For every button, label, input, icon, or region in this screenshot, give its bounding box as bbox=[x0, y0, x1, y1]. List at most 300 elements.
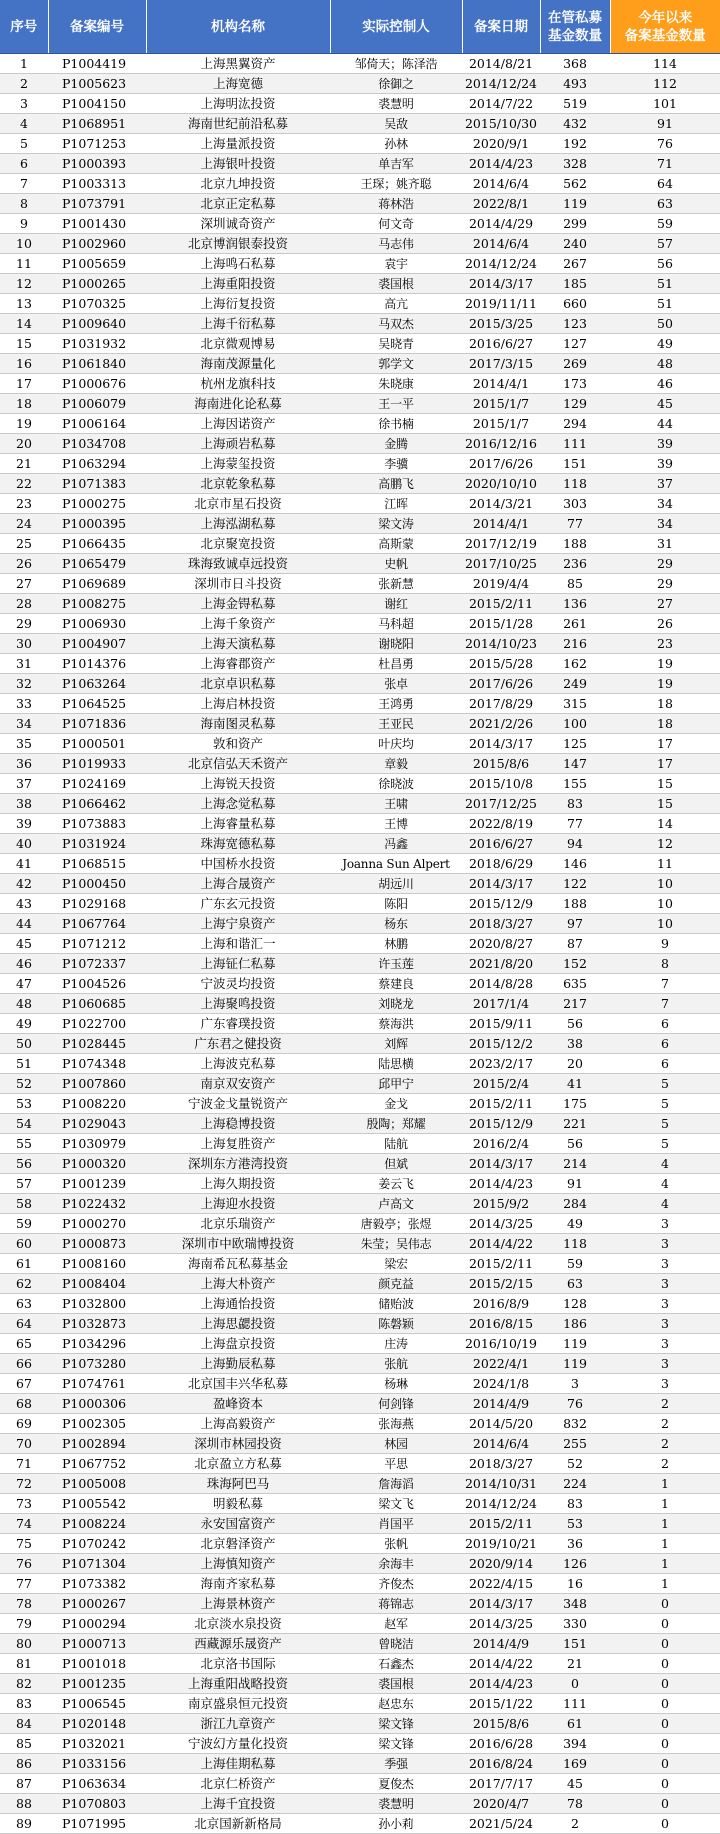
cell-name: 杭州龙旗科技 bbox=[146, 374, 330, 394]
cell-date: 2016/6/28 bbox=[462, 1734, 540, 1754]
cell-date: 2014/4/22 bbox=[462, 1654, 540, 1674]
cell-seq: 76 bbox=[0, 1554, 48, 1574]
cell-controller: Joanna Sun Alpert bbox=[330, 854, 462, 874]
cell-name: 广东玄元投资 bbox=[146, 894, 330, 914]
cell-ytd: 2 bbox=[610, 1454, 720, 1474]
cell-ytd: 27 bbox=[610, 594, 720, 614]
cell-name: 上海久期投资 bbox=[146, 1174, 330, 1194]
cell-ytd: 44 bbox=[610, 414, 720, 434]
cell-code: P1065479 bbox=[48, 554, 146, 574]
cell-seq: 88 bbox=[0, 1794, 48, 1814]
cell-name: 上海启林投资 bbox=[146, 694, 330, 714]
cell-name: 上海复胜资产 bbox=[146, 1134, 330, 1154]
cell-code: P1034708 bbox=[48, 434, 146, 454]
cell-name: 北京洛书国际 bbox=[146, 1654, 330, 1674]
cell-ytd: 23 bbox=[610, 634, 720, 654]
cell-date: 2019/11/11 bbox=[462, 294, 540, 314]
cell-date: 2020/9/1 bbox=[462, 134, 540, 154]
cell-controller: 刘晓龙 bbox=[330, 994, 462, 1014]
cell-controller: 章毅 bbox=[330, 754, 462, 774]
cell-date: 2015/12/9 bbox=[462, 1114, 540, 1134]
table-row bbox=[0, 314, 720, 334]
cell-code: P1002894 bbox=[48, 1434, 146, 1454]
cell-ytd: 1 bbox=[610, 1494, 720, 1514]
cell-ytd: 63 bbox=[610, 194, 720, 214]
cell-date: 2015/1/28 bbox=[462, 614, 540, 634]
cell-seq: 79 bbox=[0, 1614, 48, 1634]
cell-code: P1005008 bbox=[48, 1474, 146, 1494]
cell-name: 北京磐泽资产 bbox=[146, 1534, 330, 1554]
table-row bbox=[0, 1334, 720, 1354]
cell-date: 2014/7/22 bbox=[462, 94, 540, 114]
cell-date: 2015/10/8 bbox=[462, 774, 540, 794]
cell-date: 2018/3/27 bbox=[462, 914, 540, 934]
cell-funds: 119 bbox=[540, 1354, 610, 1374]
cell-controller: 但斌 bbox=[330, 1154, 462, 1174]
table-row bbox=[0, 554, 720, 574]
cell-date: 2015/2/11 bbox=[462, 594, 540, 614]
cell-controller: 蔡海洪 bbox=[330, 1014, 462, 1034]
cell-code: P1063264 bbox=[48, 674, 146, 694]
cell-funds: 216 bbox=[540, 634, 610, 654]
cell-name: 南京双安资产 bbox=[146, 1074, 330, 1094]
cell-funds: 192 bbox=[540, 134, 610, 154]
cell-controller: 吴晓青 bbox=[330, 334, 462, 354]
cell-controller: 储贻波 bbox=[330, 1294, 462, 1314]
cell-name: 宁波金戈量锐资产 bbox=[146, 1094, 330, 1114]
cell-date: 2021/5/24 bbox=[462, 1814, 540, 1834]
cell-seq: 84 bbox=[0, 1714, 48, 1734]
table-row bbox=[0, 854, 720, 874]
table-row bbox=[0, 154, 720, 174]
cell-date: 2018/6/29 bbox=[462, 854, 540, 874]
cell-funds: 3 bbox=[540, 1374, 610, 1394]
table-row bbox=[0, 434, 720, 454]
cell-code: P1000267 bbox=[48, 1594, 146, 1614]
cell-funds: 832 bbox=[540, 1414, 610, 1434]
cell-date: 2014/5/20 bbox=[462, 1414, 540, 1434]
cell-name: 深圳市日斗投资 bbox=[146, 574, 330, 594]
cell-seq: 22 bbox=[0, 474, 48, 494]
cell-ytd: 18 bbox=[610, 714, 720, 734]
cell-seq: 4 bbox=[0, 114, 48, 134]
cell-ytd: 76 bbox=[610, 134, 720, 154]
cell-seq: 54 bbox=[0, 1114, 48, 1134]
cell-seq: 16 bbox=[0, 354, 48, 374]
cell-date: 2014/3/17 bbox=[462, 1594, 540, 1614]
cell-funds: 85 bbox=[540, 574, 610, 594]
cell-ytd: 15 bbox=[610, 794, 720, 814]
cell-ytd: 12 bbox=[610, 834, 720, 854]
cell-ytd: 29 bbox=[610, 554, 720, 574]
cell-funds: 63 bbox=[540, 1274, 610, 1294]
cell-funds: 16 bbox=[540, 1574, 610, 1594]
cell-ytd: 2 bbox=[610, 1394, 720, 1414]
cell-controller: 庄涛 bbox=[330, 1334, 462, 1354]
cell-controller: 詹海滔 bbox=[330, 1474, 462, 1494]
cell-seq: 44 bbox=[0, 914, 48, 934]
cell-funds: 97 bbox=[540, 914, 610, 934]
cell-controller: 余海丰 bbox=[330, 1554, 462, 1574]
cell-funds: 224 bbox=[540, 1474, 610, 1494]
cell-ytd: 6 bbox=[610, 1054, 720, 1074]
cell-name: 深圳市林园投资 bbox=[146, 1434, 330, 1454]
table-row bbox=[0, 1634, 720, 1654]
cell-name: 上海佳期私募 bbox=[146, 1754, 330, 1774]
cell-controller: 徐御之 bbox=[330, 74, 462, 94]
cell-name: 盈峰资本 bbox=[146, 1394, 330, 1414]
cell-seq: 58 bbox=[0, 1194, 48, 1214]
table-row bbox=[0, 974, 720, 994]
cell-seq: 51 bbox=[0, 1054, 48, 1074]
cell-date: 2014/4/9 bbox=[462, 1634, 540, 1654]
cell-controller: 石鑫杰 bbox=[330, 1654, 462, 1674]
cell-funds: 36 bbox=[540, 1534, 610, 1554]
cell-name: 上海慎知资产 bbox=[146, 1554, 330, 1574]
cell-date: 2015/2/11 bbox=[462, 1514, 540, 1534]
cell-funds: 214 bbox=[540, 1154, 610, 1174]
cell-controller: 王琛；姚齐聪 bbox=[330, 174, 462, 194]
cell-funds: 299 bbox=[540, 214, 610, 234]
cell-controller: 徐书楠 bbox=[330, 414, 462, 434]
cell-funds: 152 bbox=[540, 954, 610, 974]
cell-funds: 91 bbox=[540, 1174, 610, 1194]
cell-name: 珠海致诚卓远投资 bbox=[146, 554, 330, 574]
cell-code: P1001018 bbox=[48, 1654, 146, 1674]
cell-controller: 殷陶；郑耀 bbox=[330, 1114, 462, 1134]
cell-ytd: 26 bbox=[610, 614, 720, 634]
cell-controller: 孙林 bbox=[330, 134, 462, 154]
cell-controller: 杨东 bbox=[330, 914, 462, 934]
cell-date: 2014/6/4 bbox=[462, 174, 540, 194]
cell-date: 2015/1/7 bbox=[462, 394, 540, 414]
table-row bbox=[0, 994, 720, 1014]
cell-funds: 56 bbox=[540, 1134, 610, 1154]
cell-name: 海南齐家私募 bbox=[146, 1574, 330, 1594]
cell-date: 2014/10/23 bbox=[462, 634, 540, 654]
cell-name: 上海宽德 bbox=[146, 74, 330, 94]
cell-code: P1072337 bbox=[48, 954, 146, 974]
cell-controller: 季强 bbox=[330, 1754, 462, 1774]
cell-code: P1073791 bbox=[48, 194, 146, 214]
cell-seq: 7 bbox=[0, 174, 48, 194]
cell-date: 2019/10/21 bbox=[462, 1534, 540, 1554]
cell-funds: 77 bbox=[540, 814, 610, 834]
cell-funds: 315 bbox=[540, 694, 610, 714]
cell-code: P1030979 bbox=[48, 1134, 146, 1154]
cell-code: P1006545 bbox=[48, 1694, 146, 1714]
table-row bbox=[0, 614, 720, 634]
cell-seq: 72 bbox=[0, 1474, 48, 1494]
cell-code: P1000676 bbox=[48, 374, 146, 394]
cell-controller: 唐毅亭；张煜 bbox=[330, 1214, 462, 1234]
cell-name: 上海勤辰私募 bbox=[146, 1354, 330, 1374]
cell-name: 上海金锝私募 bbox=[146, 594, 330, 614]
table-row bbox=[0, 1474, 720, 1494]
table-row bbox=[0, 254, 720, 274]
cell-controller: 郭学文 bbox=[330, 354, 462, 374]
cell-name: 上海千象资产 bbox=[146, 614, 330, 634]
cell-date: 2014/4/29 bbox=[462, 214, 540, 234]
cell-funds: 175 bbox=[540, 1094, 610, 1114]
cell-name: 北京淡水泉投资 bbox=[146, 1614, 330, 1634]
cell-seq: 14 bbox=[0, 314, 48, 334]
table-row bbox=[0, 454, 720, 474]
cell-seq: 3 bbox=[0, 94, 48, 114]
cell-ytd: 0 bbox=[610, 1754, 720, 1774]
cell-code: P1006079 bbox=[48, 394, 146, 414]
cell-date: 2015/8/6 bbox=[462, 1714, 540, 1734]
table-row bbox=[0, 114, 720, 134]
cell-controller: 袁宇 bbox=[330, 254, 462, 274]
cell-date: 2015/8/6 bbox=[462, 754, 540, 774]
header-row bbox=[0, 0, 720, 54]
table-row bbox=[0, 1674, 720, 1694]
cell-name: 广东睿璞投资 bbox=[146, 1014, 330, 1034]
cell-funds: 348 bbox=[540, 1594, 610, 1614]
cell-ytd: 0 bbox=[610, 1714, 720, 1734]
cell-funds: 330 bbox=[540, 1614, 610, 1634]
cell-code: P1005659 bbox=[48, 254, 146, 274]
cell-code: P1000306 bbox=[48, 1394, 146, 1414]
cell-funds: 61 bbox=[540, 1714, 610, 1734]
cell-ytd: 29 bbox=[610, 574, 720, 594]
cell-name: 宁波灵均投资 bbox=[146, 974, 330, 994]
cell-name: 上海大朴资产 bbox=[146, 1274, 330, 1294]
cell-code: P1071304 bbox=[48, 1554, 146, 1574]
table-row bbox=[0, 1394, 720, 1414]
cell-ytd: 1 bbox=[610, 1554, 720, 1574]
table-row bbox=[0, 1194, 720, 1214]
cell-name: 北京聚宽投资 bbox=[146, 534, 330, 554]
table-row bbox=[0, 1174, 720, 1194]
cell-name: 上海因诺资产 bbox=[146, 414, 330, 434]
cell-seq: 83 bbox=[0, 1694, 48, 1714]
cell-controller: 史帆 bbox=[330, 554, 462, 574]
cell-ytd: 19 bbox=[610, 654, 720, 674]
table-row bbox=[0, 394, 720, 414]
cell-name: 北京信弘天禾资产 bbox=[146, 754, 330, 774]
cell-date: 2014/3/25 bbox=[462, 1614, 540, 1634]
cell-seq: 45 bbox=[0, 934, 48, 954]
cell-code: P1002305 bbox=[48, 1414, 146, 1434]
cell-ytd: 4 bbox=[610, 1154, 720, 1174]
cell-controller: 叶庆均 bbox=[330, 734, 462, 754]
cell-seq: 9 bbox=[0, 214, 48, 234]
cell-code: P1067764 bbox=[48, 914, 146, 934]
table-row bbox=[0, 1814, 720, 1834]
cell-funds: 173 bbox=[540, 374, 610, 394]
cell-controller: 王博 bbox=[330, 814, 462, 834]
cell-controller: 王啸 bbox=[330, 794, 462, 814]
table-row bbox=[0, 1554, 720, 1574]
cell-code: P1007860 bbox=[48, 1074, 146, 1094]
cell-name: 北京微观博易 bbox=[146, 334, 330, 354]
cell-seq: 82 bbox=[0, 1674, 48, 1694]
cell-seq: 48 bbox=[0, 994, 48, 1014]
cell-controller: 杜昌勇 bbox=[330, 654, 462, 674]
header-name: 机构名称 bbox=[146, 0, 330, 54]
cell-ytd: 5 bbox=[610, 1094, 720, 1114]
table-row bbox=[0, 954, 720, 974]
cell-code: P1005623 bbox=[48, 74, 146, 94]
cell-seq: 1 bbox=[0, 54, 48, 74]
cell-funds: 294 bbox=[540, 414, 610, 434]
table-row bbox=[0, 1134, 720, 1154]
cell-seq: 62 bbox=[0, 1274, 48, 1294]
cell-funds: 660 bbox=[540, 294, 610, 314]
cell-name: 深圳市中欧瑞博投资 bbox=[146, 1234, 330, 1254]
table-row bbox=[0, 1454, 720, 1474]
cell-date: 2020/8/27 bbox=[462, 934, 540, 954]
cell-ytd: 1 bbox=[610, 1474, 720, 1494]
cell-code: P1004907 bbox=[48, 634, 146, 654]
cell-code: P1061840 bbox=[48, 354, 146, 374]
cell-seq: 42 bbox=[0, 874, 48, 894]
cell-ytd: 0 bbox=[610, 1694, 720, 1714]
cell-code: P1071253 bbox=[48, 134, 146, 154]
cell-controller: 杨琳 bbox=[330, 1374, 462, 1394]
cell-date: 2017/1/4 bbox=[462, 994, 540, 1014]
cell-seq: 33 bbox=[0, 694, 48, 714]
cell-date: 2022/8/19 bbox=[462, 814, 540, 834]
cell-controller: 裘国根 bbox=[330, 274, 462, 294]
cell-funds: 77 bbox=[540, 514, 610, 534]
header-controller: 实际控制人 bbox=[330, 0, 462, 54]
cell-date: 2015/2/15 bbox=[462, 1274, 540, 1294]
cell-funds: 162 bbox=[540, 654, 610, 674]
cell-name: 上海明汯投资 bbox=[146, 94, 330, 114]
cell-controller: 刘辉 bbox=[330, 1034, 462, 1054]
cell-seq: 12 bbox=[0, 274, 48, 294]
cell-seq: 61 bbox=[0, 1254, 48, 1274]
cell-code: P1033156 bbox=[48, 1754, 146, 1774]
cell-name: 北京市星石投资 bbox=[146, 494, 330, 514]
cell-code: P1063634 bbox=[48, 1774, 146, 1794]
table-row bbox=[0, 214, 720, 234]
cell-ytd: 9 bbox=[610, 934, 720, 954]
cell-date: 2014/3/17 bbox=[462, 874, 540, 894]
cell-funds: 368 bbox=[540, 54, 610, 74]
table-row bbox=[0, 514, 720, 534]
cell-name: 上海和谐汇一 bbox=[146, 934, 330, 954]
table-row bbox=[0, 1314, 720, 1334]
cell-ytd: 49 bbox=[610, 334, 720, 354]
cell-seq: 23 bbox=[0, 494, 48, 514]
cell-funds: 255 bbox=[540, 1434, 610, 1454]
table-row bbox=[0, 1094, 720, 1114]
table-row bbox=[0, 94, 720, 114]
table-row bbox=[0, 1154, 720, 1174]
cell-name: 北京盈立方私募 bbox=[146, 1454, 330, 1474]
table-row bbox=[0, 374, 720, 394]
cell-name: 上海黑翼资产 bbox=[146, 54, 330, 74]
cell-name: 上海量派投资 bbox=[146, 134, 330, 154]
cell-code: P1032800 bbox=[48, 1294, 146, 1314]
cell-ytd: 39 bbox=[610, 434, 720, 454]
cell-controller: 卢高文 bbox=[330, 1194, 462, 1214]
cell-ytd: 7 bbox=[610, 974, 720, 994]
cell-date: 2014/3/21 bbox=[462, 494, 540, 514]
cell-code: P1000450 bbox=[48, 874, 146, 894]
cell-code: P1032021 bbox=[48, 1734, 146, 1754]
cell-seq: 24 bbox=[0, 514, 48, 534]
cell-name: 上海通怡投资 bbox=[146, 1294, 330, 1314]
cell-ytd: 114 bbox=[610, 54, 720, 74]
cell-code: P1022432 bbox=[48, 1194, 146, 1214]
cell-controller: 裘国根 bbox=[330, 1674, 462, 1694]
cell-controller: 梁宏 bbox=[330, 1254, 462, 1274]
cell-funds: 56 bbox=[540, 1014, 610, 1034]
header-ytd bbox=[610, 0, 720, 54]
cell-name: 上海合晟资产 bbox=[146, 874, 330, 894]
cell-controller: 朱莹；吴伟志 bbox=[330, 1234, 462, 1254]
cell-ytd: 64 bbox=[610, 174, 720, 194]
cell-name: 海南图灵私募 bbox=[146, 714, 330, 734]
cell-ytd: 15 bbox=[610, 774, 720, 794]
cell-ytd: 5 bbox=[610, 1074, 720, 1094]
cell-controller: 林鹏 bbox=[330, 934, 462, 954]
cell-seq: 59 bbox=[0, 1214, 48, 1234]
cell-controller: 梁文飞 bbox=[330, 1494, 462, 1514]
cell-date: 2014/4/23 bbox=[462, 1674, 540, 1694]
cell-controller: 曾晓洁 bbox=[330, 1634, 462, 1654]
cell-seq: 8 bbox=[0, 194, 48, 214]
cell-controller: 江晖 bbox=[330, 494, 462, 514]
cell-seq: 35 bbox=[0, 734, 48, 754]
cell-controller: 夏俊杰 bbox=[330, 1774, 462, 1794]
cell-funds: 100 bbox=[540, 714, 610, 734]
cell-name: 广东君之健投资 bbox=[146, 1034, 330, 1054]
cell-ytd: 51 bbox=[610, 294, 720, 314]
cell-funds: 118 bbox=[540, 1234, 610, 1254]
cell-seq: 21 bbox=[0, 454, 48, 474]
cell-controller: 蒋林浩 bbox=[330, 194, 462, 214]
cell-ytd: 101 bbox=[610, 94, 720, 114]
cell-seq: 68 bbox=[0, 1394, 48, 1414]
cell-seq: 5 bbox=[0, 134, 48, 154]
cell-date: 2016/12/16 bbox=[462, 434, 540, 454]
table-row bbox=[0, 1614, 720, 1634]
cell-seq: 13 bbox=[0, 294, 48, 314]
cell-code: P1005542 bbox=[48, 1494, 146, 1514]
cell-name: 上海高毅资产 bbox=[146, 1414, 330, 1434]
table-row bbox=[0, 414, 720, 434]
cell-date: 2024/1/8 bbox=[462, 1374, 540, 1394]
cell-code: P1029043 bbox=[48, 1114, 146, 1134]
cell-controller: 张航 bbox=[330, 1354, 462, 1374]
cell-code: P1024169 bbox=[48, 774, 146, 794]
cell-code: P1001239 bbox=[48, 1174, 146, 1194]
cell-ytd: 1 bbox=[610, 1534, 720, 1554]
cell-funds: 125 bbox=[540, 734, 610, 754]
cell-date: 2016/6/27 bbox=[462, 834, 540, 854]
cell-date: 2015/3/25 bbox=[462, 314, 540, 334]
table-row bbox=[0, 1434, 720, 1454]
cell-name: 上海千衍私募 bbox=[146, 314, 330, 334]
cell-ytd: 57 bbox=[610, 234, 720, 254]
table-row bbox=[0, 1714, 720, 1734]
cell-name: 上海钲仁私募 bbox=[146, 954, 330, 974]
table-row bbox=[0, 1514, 720, 1534]
table-row bbox=[0, 874, 720, 894]
cell-controller: 马志伟 bbox=[330, 234, 462, 254]
table-row bbox=[0, 1654, 720, 1674]
header-funds-line1: 在管私募 bbox=[548, 9, 602, 26]
cell-date: 2016/8/9 bbox=[462, 1294, 540, 1314]
table-row bbox=[0, 594, 720, 614]
cell-name: 海南希瓦私募基金 bbox=[146, 1254, 330, 1274]
